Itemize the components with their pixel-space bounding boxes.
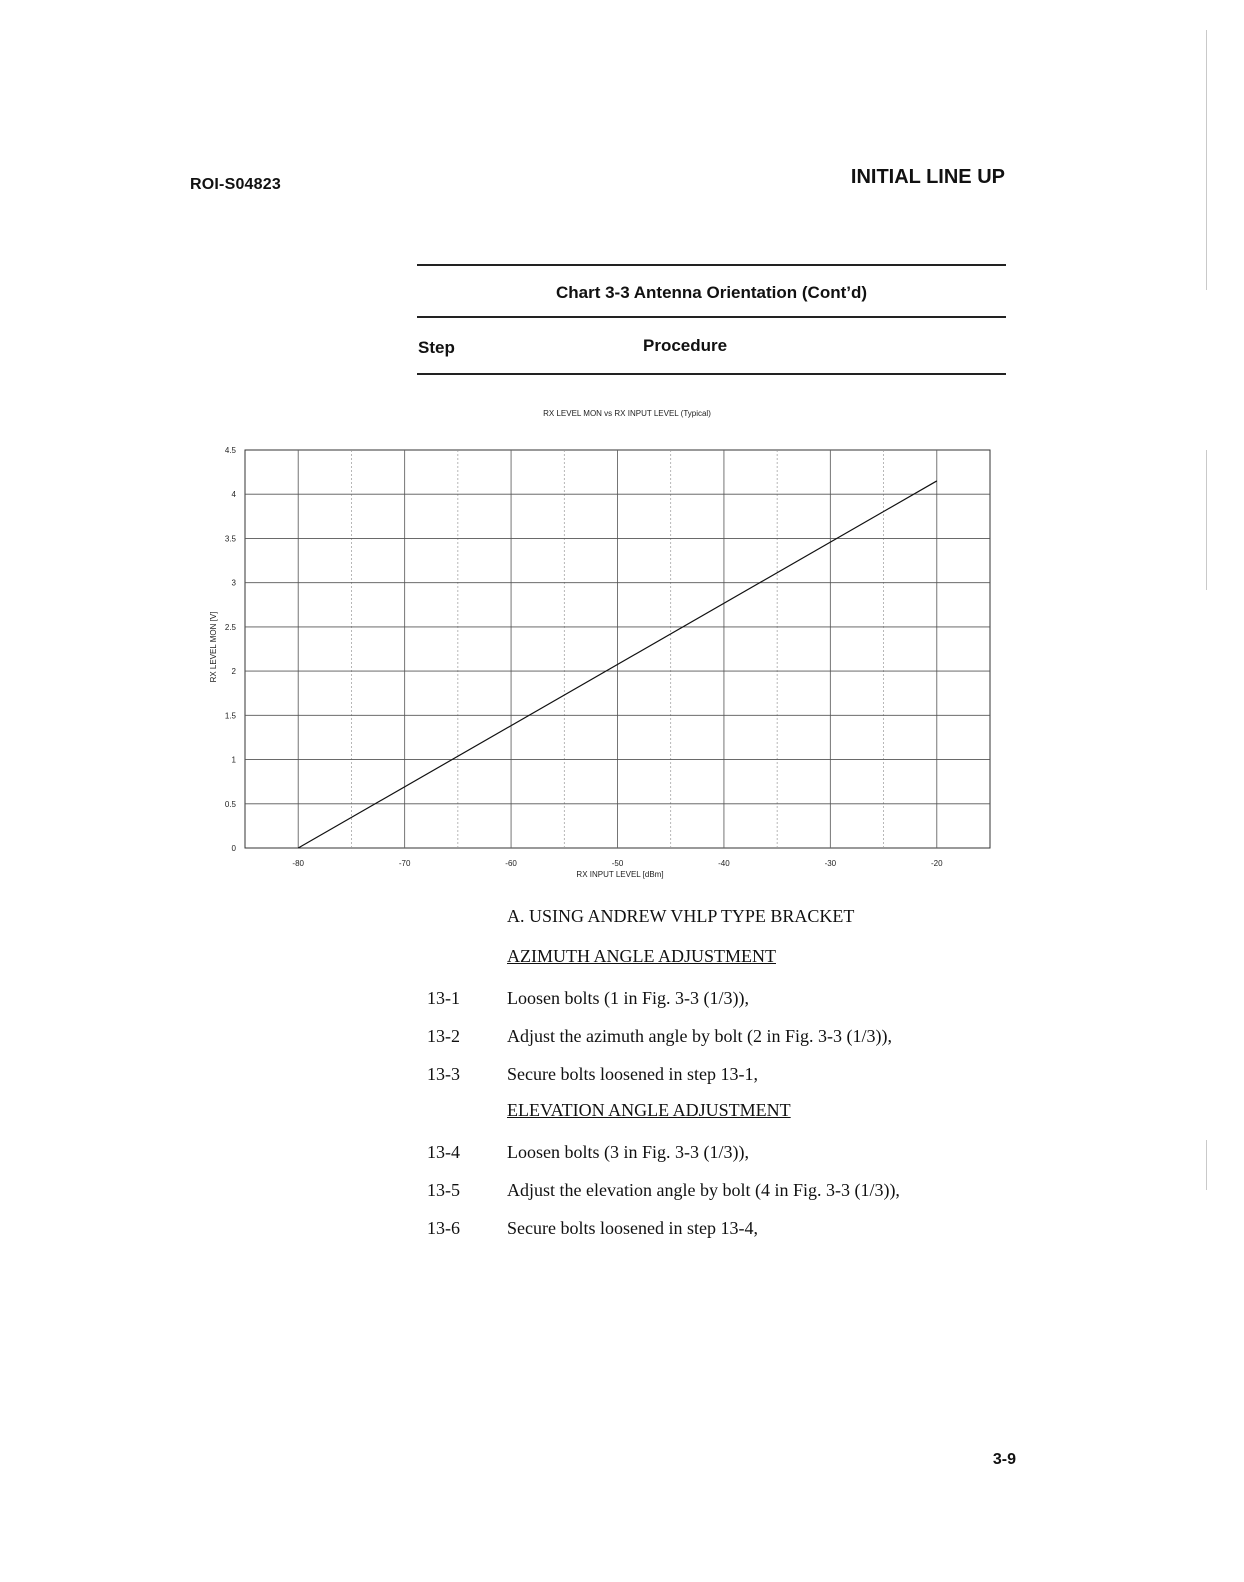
y-tick-label: 4.5 — [224, 446, 236, 455]
step-number: 13-1 — [427, 988, 460, 1008]
step-number: 13-5 — [427, 1180, 460, 1200]
y-tick-label: 0.5 — [224, 799, 236, 809]
step-number: 13-4 — [427, 1142, 460, 1162]
y-tick-label: 2.5 — [224, 622, 236, 632]
x-tick-label: -50 — [611, 859, 624, 868]
column-header-step: Step — [418, 338, 455, 357]
section-heading-a: A. USING ANDREW VHLP TYPE BRACKET — [507, 906, 855, 926]
x-tick-label: -20 — [931, 859, 943, 868]
step-number: 13-2 — [427, 1026, 460, 1046]
section-title: INITIAL LINE UP — [850, 166, 1005, 188]
y-tick-label: 0 — [231, 844, 236, 853]
document-id: ROI-S04823 — [190, 176, 281, 193]
rx-level-chart — [0, 395, 1244, 885]
step-text: Loosen bolts (3 in Fig. 3-3 (1/3)), — [507, 1142, 749, 1162]
y-tick-label: 4 — [231, 490, 236, 500]
page-number: 3-9 — [992, 1451, 1016, 1468]
x-tick-label: -40 — [718, 859, 730, 868]
step-text: Loosen bolts (1 in Fig. 3-3 (1/3)), — [507, 988, 749, 1008]
mid-rule — [417, 316, 1006, 318]
scan-edge-mark — [1206, 30, 1207, 290]
step-number: 13-3 — [427, 1064, 460, 1084]
chart-plot-title: RX LEVEL MON vs RX INPUT LEVEL (Typical) — [543, 409, 711, 418]
step-number: 13-6 — [427, 1218, 460, 1238]
x-tick-label: -70 — [398, 859, 411, 868]
x-axis-label: RX INPUT LEVEL [dBm] — [576, 870, 664, 879]
x-tick-label: -30 — [824, 859, 837, 868]
chart-title: Chart 3-3 Antenna Orientation (Cont’d) — [555, 283, 868, 302]
top-rule — [417, 264, 1006, 266]
scan-edge-mark — [1206, 450, 1207, 590]
y-tick-label: 1.5 — [224, 711, 236, 721]
step-text: Secure bolts loosened in step 13-1, — [507, 1064, 758, 1084]
column-header-procedure: Procedure — [643, 336, 728, 355]
elevation-heading: ELEVATION ANGLE ADJUSTMENT — [507, 1100, 791, 1120]
step-text: Adjust the azimuth angle by bolt (2 in Fig. 3-3 (1/3)), — [507, 1026, 892, 1046]
chart-axes — [225, 446, 943, 868]
y-tick-label: 2 — [231, 667, 236, 677]
y-axis-label: RX LEVEL MON [V] — [209, 611, 218, 683]
azimuth-heading: AZIMUTH ANGLE ADJUSTMENT — [507, 946, 776, 966]
y-tick-label: 3 — [231, 578, 236, 588]
x-tick-label: -60 — [505, 859, 517, 868]
x-tick-label: -80 — [292, 859, 304, 868]
scan-edge-mark — [1206, 1140, 1207, 1190]
y-tick-label: 3.5 — [224, 534, 236, 544]
step-text: Secure bolts loosened in step 13-4, — [507, 1218, 758, 1238]
chart-grid — [245, 450, 990, 848]
bottom-rule — [417, 373, 1006, 375]
y-tick-label: 1 — [231, 755, 236, 765]
step-text: Adjust the elevation angle by bolt (4 in Fig. 3-3 (1/3)), — [507, 1180, 900, 1200]
